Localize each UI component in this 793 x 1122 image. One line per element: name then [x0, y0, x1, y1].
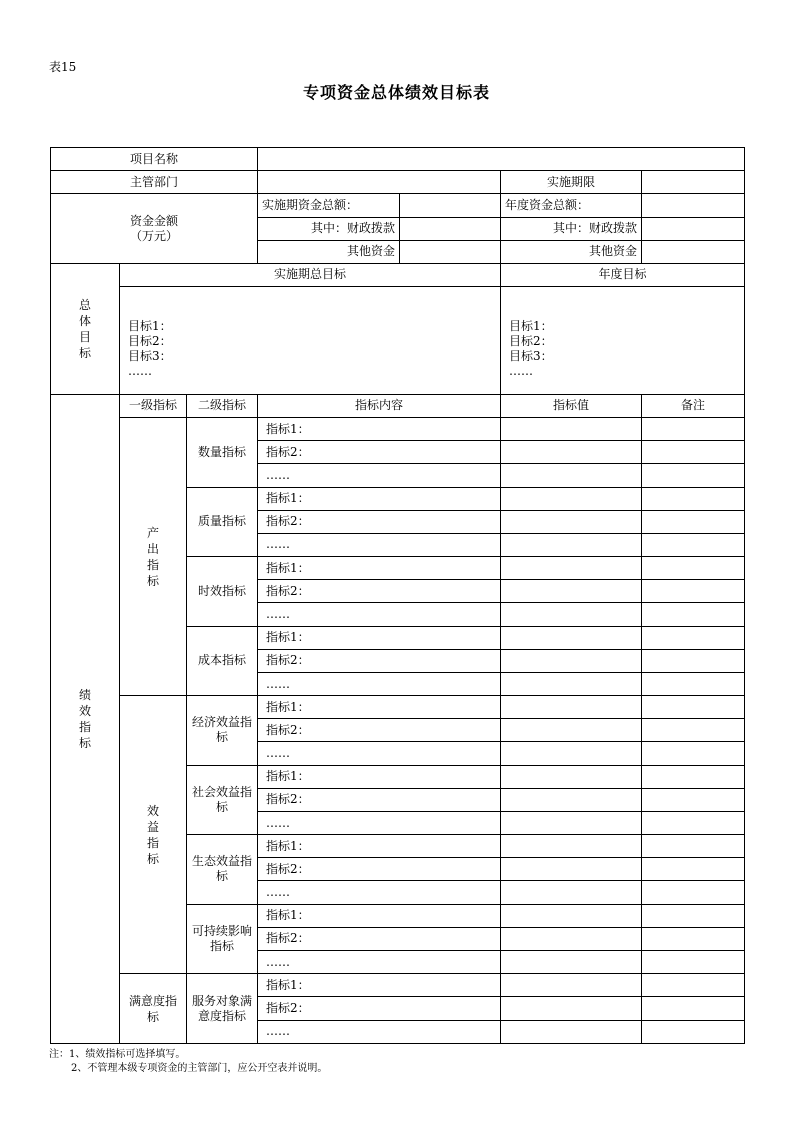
indicator-note-cell[interactable] — [642, 672, 745, 695]
indicator-value-cell[interactable] — [501, 974, 642, 997]
indicator-value-cell[interactable] — [501, 603, 642, 626]
indicator-content-cell[interactable]: 指标1： — [258, 835, 501, 858]
indicator-note-cell[interactable] — [642, 974, 745, 997]
indicator-content-cell[interactable]: 指标2： — [258, 927, 501, 950]
indicator-note-cell[interactable] — [642, 904, 745, 927]
other-label-a: 其他资金 — [258, 240, 400, 263]
indicator-value-cell[interactable] — [501, 858, 642, 881]
indicator-note-cell[interactable] — [642, 742, 745, 765]
indicator-value-cell[interactable] — [501, 765, 642, 788]
indicator-note-cell[interactable] — [642, 510, 745, 533]
vertical-char: 绩 — [78, 687, 91, 702]
goal-line: 目标2： — [128, 334, 172, 349]
annual-goal-header: 年度目标 — [501, 263, 745, 286]
goal-line: 目标2： — [509, 334, 553, 349]
page-title: 专项资金总体绩效目标表 — [302, 83, 490, 102]
indicator-note-cell[interactable] — [642, 441, 745, 464]
satisfaction-indicator-label: 满意度指标 — [120, 974, 187, 1044]
goal-line: …… — [128, 364, 152, 379]
vertical-char: 标 — [146, 851, 159, 866]
goal-line: 目标3： — [128, 349, 172, 364]
indicator-note-cell[interactable] — [642, 487, 745, 510]
indicator-value-cell[interactable] — [501, 487, 642, 510]
level2-indicator-name: 时效指标 — [187, 557, 258, 627]
indicator-value-cell[interactable] — [501, 788, 642, 811]
indicator-note-cell[interactable] — [642, 603, 745, 626]
indicator-value-cell[interactable] — [501, 881, 642, 904]
indicator-note-cell[interactable] — [642, 719, 745, 742]
indicator-note-cell[interactable] — [642, 811, 745, 834]
vertical-char: 目 — [78, 329, 91, 344]
indicator-content-cell[interactable]: 指标2： — [258, 649, 501, 672]
period-label: 实施期限 — [501, 171, 642, 194]
indicator-value-cell[interactable] — [501, 696, 642, 719]
indicator-content-cell[interactable]: …… — [258, 881, 501, 904]
indicator-value-cell[interactable] — [501, 719, 642, 742]
content-header: 指标内容 — [258, 394, 501, 417]
department-label: 主管部门 — [51, 171, 258, 194]
fiscal-label-b: 其中：财政拨款 — [501, 217, 642, 240]
indicator-value-cell[interactable] — [501, 927, 642, 950]
level2-indicator-name: 质量指标 — [187, 487, 258, 557]
indicator-value-cell[interactable] — [501, 742, 642, 765]
indicator-content-cell[interactable]: 指标2： — [258, 997, 501, 1020]
fiscal-cell-b[interactable] — [642, 217, 745, 240]
period-total-label: 实施期资金总额： — [258, 194, 400, 217]
indicator-value-cell[interactable] — [501, 418, 642, 441]
vertical-char: 标 — [78, 345, 91, 360]
project-name-cell[interactable] — [258, 148, 745, 171]
vertical-char: 产 — [146, 525, 159, 540]
annual-total-label: 年度资金总额： — [501, 194, 642, 217]
vertical-char: 效 — [78, 703, 91, 718]
goal-line: 目标1： — [128, 319, 172, 334]
indicator-content-cell[interactable]: 指标2： — [258, 788, 501, 811]
project-name-label: 项目名称 — [51, 148, 258, 171]
indicator-value-cell[interactable] — [501, 580, 642, 603]
indicator-content-cell[interactable]: …… — [258, 603, 501, 626]
value-header: 指标值 — [501, 394, 642, 417]
output-indicator-label — [120, 418, 187, 696]
indicator-note-cell[interactable] — [642, 765, 745, 788]
level2-indicator-name: 数量指标 — [187, 418, 258, 488]
footnote-2: 2、不管理本级专项资金的主管部门，应公开空表并说明。 — [71, 1063, 328, 1074]
other-cell-a[interactable] — [400, 240, 501, 263]
indicator-value-cell[interactable] — [501, 835, 642, 858]
indicator-value-cell[interactable] — [501, 441, 642, 464]
indicator-value-cell[interactable] — [501, 464, 642, 487]
footnotes — [49, 1048, 327, 1076]
other-label-b: 其他资金 — [501, 240, 642, 263]
vertical-char: 效 — [146, 803, 159, 818]
indicator-note-cell[interactable] — [642, 858, 745, 881]
indicator-note-cell[interactable] — [642, 788, 745, 811]
fiscal-cell-a[interactable] — [400, 217, 501, 240]
indicator-content-cell[interactable]: 指标1： — [258, 974, 501, 997]
period-cell[interactable] — [642, 171, 745, 194]
vertical-char: 益 — [146, 819, 159, 834]
vertical-char: 出 — [146, 541, 159, 556]
indicator-note-cell[interactable] — [642, 418, 745, 441]
indicator-note-cell[interactable] — [642, 927, 745, 950]
goal-line: …… — [509, 364, 534, 379]
indicator-note-cell[interactable] — [642, 464, 745, 487]
indicator-content-cell[interactable]: …… — [258, 533, 501, 556]
indicator-content-cell[interactable]: 指标1： — [258, 487, 501, 510]
indicator-content-cell[interactable]: 指标2： — [258, 858, 501, 881]
table-id: 表15 — [49, 60, 77, 74]
indicator-content-cell[interactable]: …… — [258, 1020, 501, 1044]
indicator-note-cell[interactable] — [642, 580, 745, 603]
period-goal-content[interactable] — [120, 287, 501, 395]
indicator-note-cell[interactable] — [642, 835, 745, 858]
vertical-char: 体 — [78, 313, 91, 328]
level2-header: 二级指标 — [187, 394, 258, 417]
indicator-content-cell[interactable]: 指标2： — [258, 719, 501, 742]
annual-total-cell[interactable] — [642, 194, 745, 217]
indicator-value-cell[interactable] — [501, 997, 642, 1020]
level2-indicator-name: 生态效益指标 — [187, 835, 258, 905]
indicator-value-cell[interactable] — [501, 950, 642, 973]
indicator-note-cell[interactable] — [642, 997, 745, 1020]
vertical-char: 指 — [146, 557, 159, 572]
indicator-note-cell[interactable] — [642, 557, 745, 580]
indicator-value-cell[interactable] — [501, 811, 642, 834]
period-total-cell[interactable] — [400, 194, 501, 217]
vertical-char: 标 — [146, 573, 159, 588]
indicator-note-cell[interactable] — [642, 626, 745, 649]
goal-line: 目标1： — [509, 319, 553, 334]
period-goal-header: 实施期总目标 — [120, 263, 501, 286]
level2-indicator-name: 服务对象满意度指标 — [187, 974, 258, 1044]
indicator-content-cell[interactable]: …… — [258, 464, 501, 487]
indicator-content-cell[interactable]: 指标1： — [258, 765, 501, 788]
annual-goal-content[interactable] — [501, 287, 745, 395]
indicator-value-cell[interactable] — [501, 904, 642, 927]
other-cell-b[interactable] — [642, 240, 745, 263]
note-header: 备注 — [642, 394, 745, 417]
level1-header: 一级指标 — [120, 394, 187, 417]
indicator-content-cell[interactable]: …… — [258, 950, 501, 973]
level2-indicator-name: 经济效益指标 — [187, 696, 258, 766]
indicator-content-cell[interactable]: 指标1： — [258, 557, 501, 580]
fiscal-label-a: 其中：财政拨款 — [258, 217, 400, 240]
performance-indicator-label — [51, 394, 120, 1043]
indicator-note-cell[interactable] — [642, 881, 745, 904]
indicator-value-cell[interactable] — [501, 533, 642, 556]
footnote-1: 注：1、绩效指标可选择填写。 — [49, 1049, 186, 1060]
indicator-content-cell[interactable]: 指标1： — [258, 904, 501, 927]
indicator-note-cell[interactable] — [642, 1020, 745, 1044]
indicator-content-cell[interactable]: …… — [258, 742, 501, 765]
indicator-content-cell[interactable]: 指标2： — [258, 580, 501, 603]
indicator-value-cell[interactable] — [501, 626, 642, 649]
indicator-value-cell[interactable] — [501, 557, 642, 580]
indicator-content-cell[interactable]: 指标2： — [258, 510, 501, 533]
department-cell[interactable] — [258, 171, 501, 194]
indicator-note-cell[interactable] — [642, 649, 745, 672]
indicator-value-cell[interactable] — [501, 1020, 642, 1044]
vertical-char: 指 — [146, 835, 159, 850]
vertical-char: 指 — [78, 719, 91, 734]
level2-indicator-name: 可持续影响指标 — [187, 904, 258, 974]
benefit-indicator-label — [120, 696, 187, 974]
performance-goal-table — [50, 147, 745, 1044]
goal-line: 目标3： — [509, 349, 553, 364]
indicator-note-cell[interactable] — [642, 696, 745, 719]
indicator-content-cell[interactable]: 指标1： — [258, 696, 501, 719]
indicator-note-cell[interactable] — [642, 533, 745, 556]
indicator-value-cell[interactable] — [501, 672, 642, 695]
indicator-content-cell[interactable]: …… — [258, 672, 501, 695]
indicator-content-cell[interactable]: 指标1： — [258, 626, 501, 649]
vertical-char: 标 — [78, 735, 91, 750]
level2-indicator-name: 社会效益指标 — [187, 765, 258, 835]
indicator-value-cell[interactable] — [501, 510, 642, 533]
indicator-note-cell[interactable] — [642, 950, 745, 973]
fund-amount-label: 资金金额 （万元） — [51, 194, 258, 264]
overall-goal-label — [51, 263, 120, 394]
indicator-content-cell[interactable]: 指标2： — [258, 441, 501, 464]
indicator-content-cell[interactable]: 指标1： — [258, 418, 501, 441]
indicator-value-cell[interactable] — [501, 649, 642, 672]
level2-indicator-name: 成本指标 — [187, 626, 258, 696]
indicator-content-cell[interactable]: …… — [258, 811, 501, 834]
vertical-char: 总 — [78, 297, 91, 312]
